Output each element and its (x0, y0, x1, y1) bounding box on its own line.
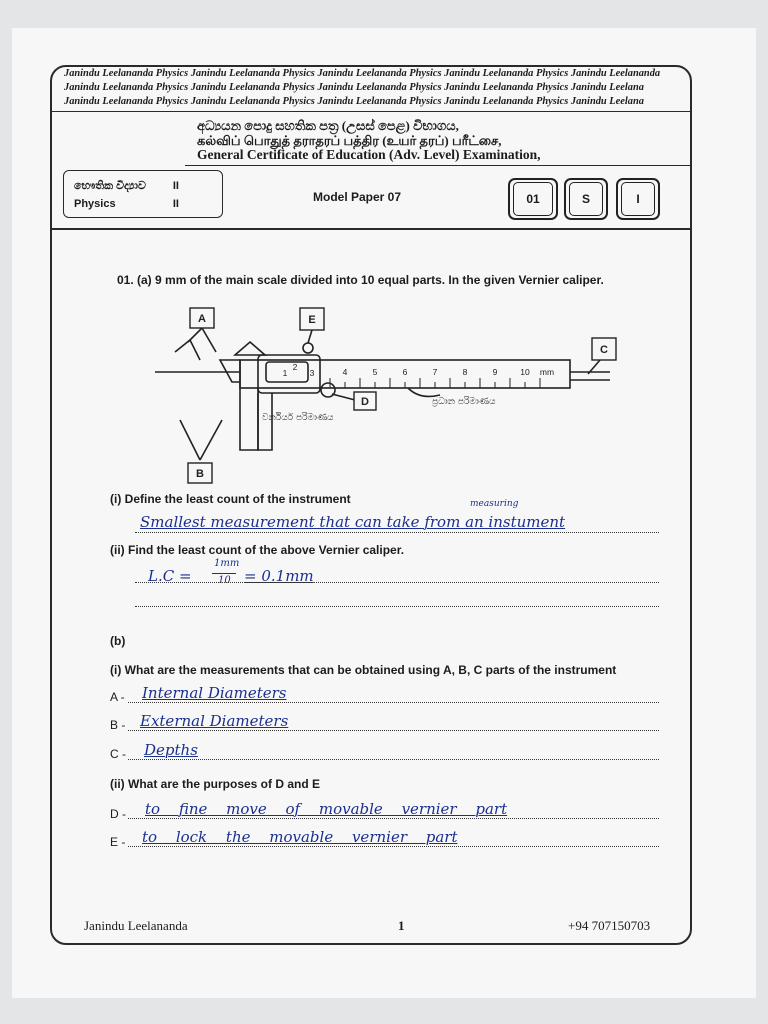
answer-key: D - (110, 807, 126, 821)
question-a-ii: (ii) Find the least count of the above Vernier caliper. (110, 543, 405, 557)
handwritten-answer: Depths (144, 741, 198, 759)
answer-line (128, 702, 659, 703)
scale-number: 8 (462, 367, 468, 377)
handwritten-answer: Smallest measurement that can take from an instument (140, 513, 566, 531)
paper-number: II (172, 180, 179, 192)
handwritten-answer: = 0.1mm (244, 567, 314, 585)
title-english: General Certificate of Education (Adv. Level) Examination, (197, 147, 541, 162)
subject-box (63, 170, 223, 218)
handwritten-answer: L.C = (148, 567, 192, 585)
handwritten-numerator: 1mm (214, 558, 240, 569)
fraction-bar (212, 573, 236, 574)
scale-number: 4 (342, 367, 348, 377)
scale-number: 5 (372, 367, 378, 377)
answer-key: A - (110, 690, 125, 704)
scale-number: 9 (492, 367, 498, 377)
handwritten-answer: Internal Diameters (142, 684, 287, 702)
handwritten-insert: measuring (470, 499, 519, 509)
subject-sinhala: භෞතික විද්‍යාව (74, 180, 146, 192)
answer-line (128, 818, 659, 819)
code-box: 01 (508, 178, 558, 220)
label-b: B (196, 468, 204, 480)
handwritten-answer: External Diameters (140, 712, 289, 730)
title-tamil: கல்விப் பொதுத் தராதரப் பத்திர (உயர் தரப்) பரீட்சை, (197, 133, 502, 148)
locking-screw (303, 343, 313, 353)
answer-key: C - (110, 747, 126, 761)
question-b-i: (i) What are the measurements that can be obtained using A, B, C parts of the instrument (110, 663, 617, 677)
label-e: E (308, 314, 316, 326)
handwritten-denominator: 10 (218, 575, 231, 586)
paper-number: II (172, 198, 179, 210)
divider (185, 165, 692, 166)
code-box: I (616, 178, 660, 220)
banner-line: Janindu Leelananda Physics Janindu Leelananda Physics Janindu Leelananda Physics Janindu Leelananda Physics Janindu Leelana (64, 82, 644, 93)
code-box: S (564, 178, 608, 220)
label-d: D (361, 396, 369, 408)
subject-english: Physics (74, 198, 116, 210)
handwritten-answer: to lock the movable vernier part (142, 828, 458, 846)
answer-line (128, 730, 659, 731)
vernier-number: 2 (292, 362, 298, 372)
scale-number: 3 (309, 368, 315, 378)
answer-line (135, 606, 659, 607)
footer-author: Janindu Leelananda (84, 918, 188, 933)
question-intro: 01. (a) 9 mm of the main scale divided into 10 equal parts. In the given Vernier caliper. (117, 273, 604, 287)
model-paper-title: Model Paper 07 (313, 190, 402, 204)
scale-number: 10 (520, 367, 530, 377)
title-sinhala: අධ්‍යයන පොදු සහතික පත්‍ර (උසස් පෙළ) විභාගය, (197, 118, 459, 133)
page-number: 1 (398, 918, 405, 933)
answer-key: B - (110, 718, 126, 732)
vernier-scale-label: වර්නියර් පරිමාණය (262, 413, 334, 423)
label-a: A (198, 313, 206, 325)
banner-line: Janindu Leelananda Physics Janindu Leelananda Physics Janindu Leelananda Physics Janindu Leelananda Physics Janindu Leelana (64, 96, 644, 107)
footer-phone: +94 707150703 (568, 918, 651, 933)
banner-line: Janindu Leelananda Physics Janindu Leelananda Physics Janindu Leelananda Physics Janindu Leelananda Physics Janindu Leelananda (64, 68, 661, 79)
scale-unit: mm (539, 367, 555, 377)
handwritten-answer: to fine move of movable vernier part (145, 800, 508, 818)
vernier-number: 1 (282, 368, 288, 378)
part-b-label: (b) (110, 634, 126, 648)
scale-number: 6 (402, 367, 408, 377)
label-c: C (600, 344, 608, 356)
question-a-i: (i) Define the least count of the instrument (110, 492, 351, 506)
answer-key: E - (110, 835, 126, 849)
answer-line (128, 759, 659, 760)
divider (50, 228, 692, 230)
divider (50, 111, 692, 112)
answer-line (128, 846, 659, 847)
question-b-ii: (ii) What are the purposes of D and E (110, 777, 321, 791)
answer-line (135, 582, 659, 583)
vernier-caliper-diagram (140, 300, 640, 490)
scale-number: 7 (432, 367, 438, 377)
main-scale-label: ප්‍රධාන පරිමාණය (432, 397, 496, 407)
answer-line (135, 532, 659, 533)
